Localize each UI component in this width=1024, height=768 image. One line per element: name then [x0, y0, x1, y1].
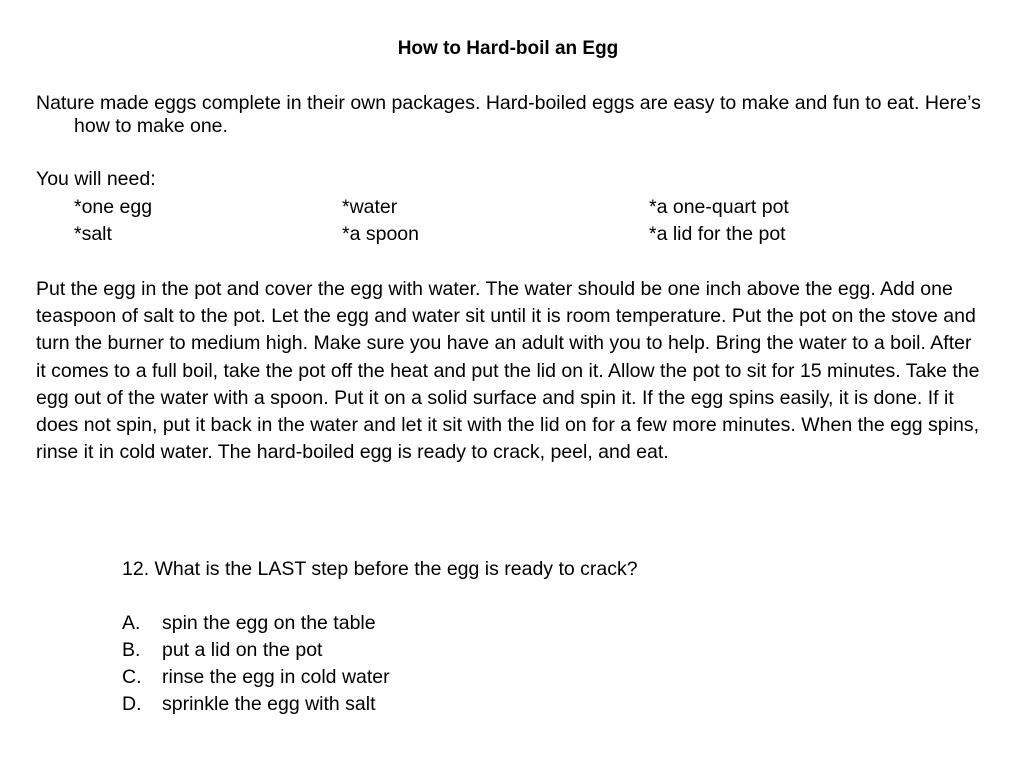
materials-label: You will need:: [36, 168, 156, 190]
option-text: rinse the egg in cold water: [162, 666, 390, 688]
option-letter: C.: [122, 666, 142, 688]
materials-row: [74, 195, 974, 219]
option-text: spin the egg on the table: [162, 612, 376, 634]
materials-row: [74, 222, 974, 246]
option-letter: B.: [122, 639, 141, 661]
material-item: *a one-quart pot: [649, 196, 789, 218]
instructions-paragraph: Put the egg in the pot and cover the egg with water. The water should be one inch above the egg. Add one teaspoon of salt to the pot. Let the egg and water sit until it is room temperature. Put the pot on the stove and turn the burner to medium high. Make sure you have an adult with you to help. Bring the water to a boil. After it comes to a full boil, take the pot off the heat and put the lid on it. Allow the pot to sit for 15 minutes. Take the egg out of the water with a spoon. Put it on a solid surface and spin it. If the egg spins easily, it is done. If it does not spin, put it back in the water and let it sit with the lid on for a few more minutes. When the egg spins, rinse it in cold water. The hard-boiled egg is ready to crack, peel, and eat.: [36, 278, 980, 464]
option-text: put a lid on the pot: [162, 639, 323, 661]
material-item: *one egg: [74, 196, 153, 218]
material-item: *salt: [74, 223, 112, 245]
answer-option-d[interactable]: [122, 692, 522, 716]
answer-option-b[interactable]: [122, 638, 522, 662]
material-item: *a spoon: [342, 223, 419, 245]
option-letter: D.: [122, 693, 142, 715]
material-item: *a lid for the pot: [649, 223, 786, 245]
intro-paragraph: Nature made eggs complete in their own packages. Hard-boiled eggs are easy to make and fun to eat. Here’s how to make one.: [36, 92, 981, 137]
answer-option-a[interactable]: [122, 611, 522, 635]
material-item: *water: [342, 196, 398, 218]
question-text: 12. What is the LAST step before the egg is ready to crack?: [122, 558, 638, 580]
page-title: How to Hard-boil an Egg: [397, 38, 619, 59]
option-letter: A.: [122, 612, 141, 634]
answer-option-c[interactable]: [122, 665, 522, 689]
option-text: sprinkle the egg with salt: [162, 693, 376, 715]
